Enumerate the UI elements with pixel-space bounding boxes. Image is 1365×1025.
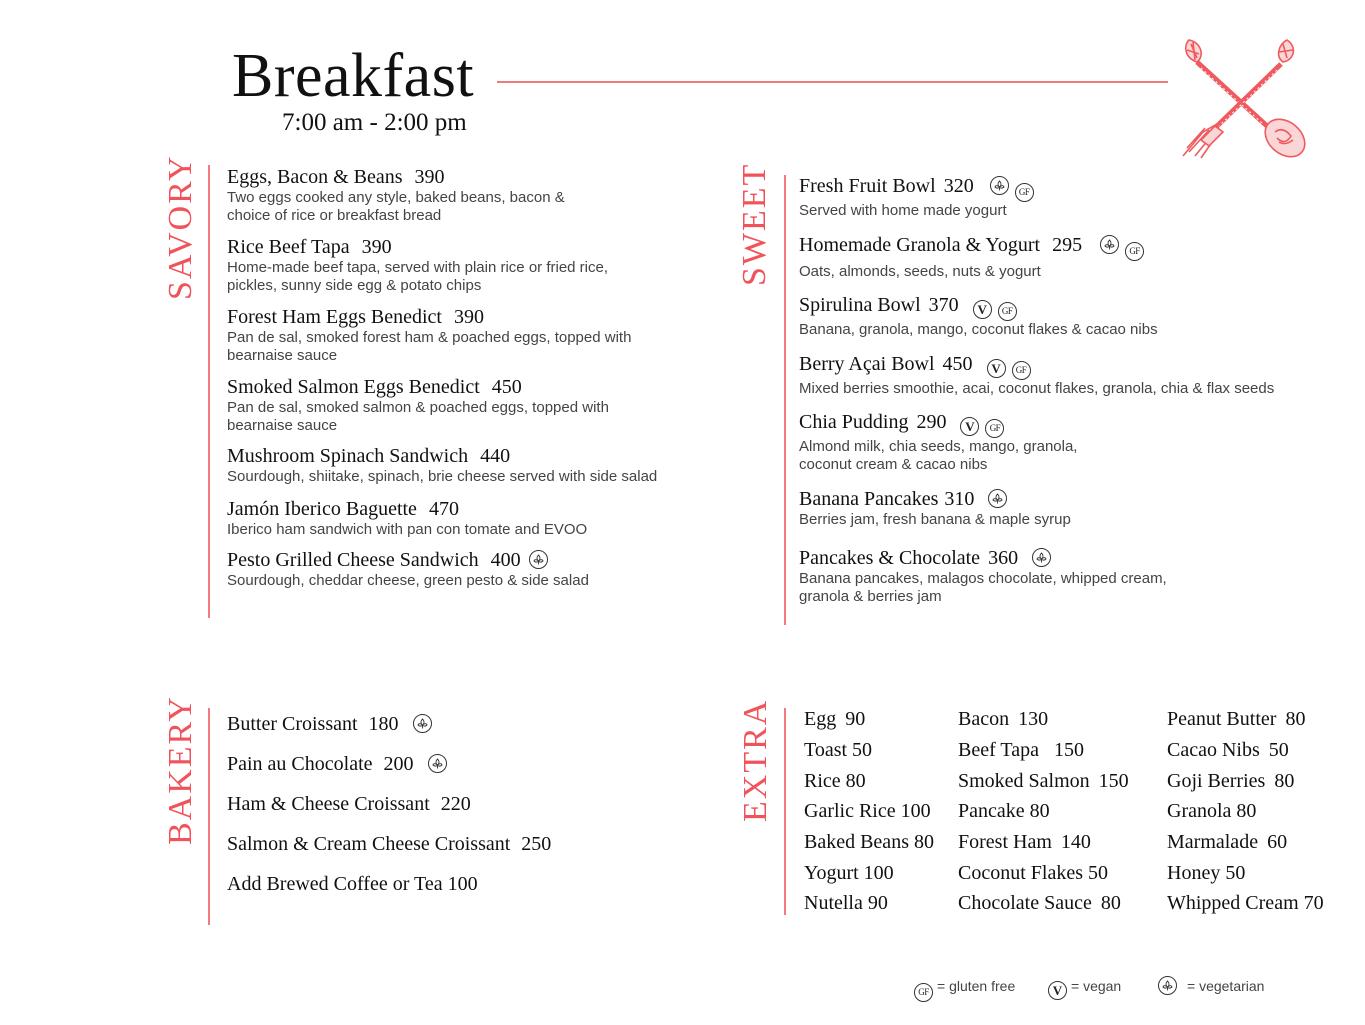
menu-item	[227, 792, 471, 816]
item-price: 450	[491, 376, 522, 398]
item-name: Butter Croissant	[227, 713, 358, 735]
extra-price: 90	[867, 892, 888, 914]
extra-item	[1167, 799, 1256, 823]
item-price: 450	[942, 353, 973, 375]
item-name: Rice Beef Tapa	[227, 236, 350, 258]
vegan-icon: V	[960, 417, 979, 436]
gluten-free-icon: GF	[1015, 183, 1034, 202]
extra-name: Coconut Flakes	[958, 862, 1083, 884]
extra-price: 100	[863, 862, 894, 884]
menu-item	[227, 497, 587, 539]
item-price: 220	[440, 793, 471, 815]
menu-item	[799, 293, 1158, 339]
menu-item	[799, 352, 1274, 398]
extra-item	[1167, 861, 1245, 885]
item-name: Eggs, Bacon & Beans	[227, 166, 403, 188]
menu-item	[227, 548, 589, 590]
extra-item	[804, 769, 866, 793]
item-price: 390	[361, 236, 392, 258]
extra-item	[804, 707, 865, 731]
item-price: 100	[447, 873, 478, 895]
extra-name: Garlic Rice	[804, 800, 896, 822]
section-label-bakery: BAKERY	[162, 695, 199, 845]
extra-price: 80	[1236, 800, 1257, 822]
item-name: Pancakes & Chocolate	[799, 547, 981, 569]
extra-item	[958, 707, 1048, 731]
extra-price: 140	[1060, 831, 1091, 853]
item-price: 310	[944, 488, 975, 510]
item-description: coconut cream & cacao nibs	[799, 456, 988, 473]
item-price: 360	[988, 547, 1019, 569]
extra-price: 50	[1268, 739, 1289, 761]
item-price: 250	[521, 833, 552, 855]
extra-divider	[784, 708, 786, 915]
item-description: Mixed berries smoothie, acai, coconut flakes, granola, chia & flax seeds	[799, 380, 1275, 397]
item-description: granola & berries jam	[799, 588, 942, 605]
item-price: 390	[414, 166, 445, 188]
extra-name: Egg	[804, 708, 837, 730]
extra-price: 80	[913, 831, 934, 853]
menu-item	[799, 233, 1144, 281]
extra-name: Honey	[1167, 862, 1221, 884]
vegetarian-icon	[990, 176, 1009, 195]
sweet-divider	[784, 175, 786, 625]
item-name: Pain au Chocolate	[227, 753, 373, 775]
extra-item	[804, 830, 934, 854]
section-label-savory: SAVORY	[162, 154, 199, 300]
item-description: Almond milk, chia seeds, mango, granola,	[799, 438, 1078, 455]
extra-item	[1167, 707, 1305, 731]
bakery-divider	[208, 708, 210, 925]
item-description: Pan de sal, smoked forest ham & poached eggs, topped with	[227, 329, 632, 346]
vegetarian-icon	[413, 714, 432, 733]
item-price: 180	[368, 713, 399, 735]
extra-name: Nutella	[804, 892, 863, 914]
menu-item	[227, 375, 609, 435]
item-name: Smoked Salmon Eggs Benedict	[227, 376, 480, 398]
item-name: Homemade Granola & Yogurt	[799, 234, 1041, 256]
extra-item	[958, 799, 1050, 823]
extra-price: 90	[845, 708, 866, 730]
item-name: Ham & Cheese Croissant	[227, 793, 430, 815]
extra-price: 60	[1267, 831, 1288, 853]
item-name: Add Brewed Coffee or Tea	[227, 873, 443, 895]
item-name: Fresh Fruit Bowl	[799, 175, 936, 197]
extra-name: Yogurt	[804, 862, 859, 884]
gluten-free-icon: GF	[1125, 242, 1144, 261]
header-divider	[497, 81, 1168, 83]
item-name: Pesto Grilled Cheese Sandwich	[227, 549, 479, 571]
item-price: 400	[490, 549, 521, 571]
crossed-fork-spoon-icon	[1175, 32, 1315, 162]
extra-item	[958, 861, 1108, 885]
vegan-icon: V	[973, 300, 992, 319]
item-name: Banana Pancakes	[799, 488, 939, 510]
extra-price: 150	[1098, 770, 1129, 792]
vegetarian-icon	[1100, 235, 1119, 254]
menu-item	[799, 174, 1034, 220]
vegetarian-icon	[1158, 976, 1177, 995]
extra-price: 50	[1088, 862, 1108, 884]
extra-price: 80	[1274, 770, 1295, 792]
extra-item	[1167, 738, 1289, 762]
item-price: 200	[383, 753, 414, 775]
extra-price: 50	[852, 739, 873, 761]
extra-item	[804, 738, 872, 762]
item-description: Served with home made yogurt	[799, 202, 1007, 219]
extra-name: Chocolate Sauce	[958, 892, 1092, 914]
item-description: Home-made beef tapa, served with plain rice or fried rice,	[227, 259, 609, 276]
menu-item	[799, 487, 1071, 529]
extra-name: Whipped Cream	[1167, 892, 1299, 914]
legend-label: = vegetarian	[1187, 978, 1265, 994]
menu-item	[799, 410, 1077, 474]
menu-item	[227, 235, 608, 295]
item-price: 370	[928, 294, 959, 316]
legend-gluten-free	[914, 976, 1015, 1002]
legend-vegetarian	[1158, 976, 1264, 996]
extra-item	[1167, 891, 1324, 915]
item-name: Spirulina Bowl	[799, 294, 921, 316]
item-description: Two eggs cooked any style, baked beans, bacon &	[227, 189, 565, 206]
section-label-extra: EXTRA	[737, 698, 774, 822]
menu-item	[227, 305, 631, 365]
menu-title: Breakfast	[232, 42, 475, 110]
extra-name: Goji Berries	[1167, 770, 1266, 792]
extra-price: 100	[900, 800, 931, 822]
extra-price: 80	[1029, 800, 1050, 822]
menu-item	[227, 165, 565, 225]
extra-name: Toast	[804, 739, 848, 761]
extra-price: 80	[1285, 708, 1306, 730]
menu-item	[227, 444, 657, 486]
extra-price: 50	[1225, 862, 1246, 884]
extra-price: 70	[1303, 892, 1324, 914]
extra-price: 130	[1018, 708, 1049, 730]
menu-item	[227, 752, 447, 776]
extra-name: Cacao Nibs	[1167, 739, 1260, 761]
extra-price: 150	[1053, 739, 1084, 761]
extra-item	[1167, 830, 1287, 854]
item-description: Berries jam, fresh banana & maple syrup	[799, 511, 1071, 528]
item-name: Chia Pudding	[799, 411, 909, 433]
item-name: Salmon & Cream Cheese Croissant	[227, 833, 511, 855]
gluten-free-icon: GF	[998, 302, 1017, 321]
item-price: 440	[480, 445, 511, 467]
extra-name: Bacon	[958, 708, 1010, 730]
extra-item	[804, 891, 888, 915]
item-description: Oats, almonds, seeds, nuts & yogurt	[799, 263, 1041, 280]
item-price: 295	[1052, 234, 1083, 256]
extra-item	[958, 891, 1121, 915]
menu-item	[227, 832, 551, 856]
legend-label: = vegan	[1071, 978, 1122, 994]
extra-item	[804, 799, 931, 823]
item-description: bearnaise sauce	[227, 417, 338, 434]
extra-name: Marmalade	[1167, 831, 1259, 853]
extra-name: Peanut Butter	[1167, 708, 1277, 730]
extra-name: Granola	[1167, 800, 1232, 822]
vegetarian-icon	[529, 550, 548, 569]
menu-item	[227, 712, 432, 736]
extra-name: Rice	[804, 770, 841, 792]
gluten-free-icon: GF	[985, 419, 1004, 438]
section-label-sweet: SWEET	[736, 162, 773, 286]
item-description: Banana, granola, mango, coconut flakes & cacao nibs	[799, 321, 1158, 338]
item-description: Sourdough, cheddar cheese, green pesto & side salad	[227, 572, 589, 589]
legend-label: = gluten free	[937, 978, 1016, 994]
extra-name: Pancake	[958, 800, 1025, 822]
item-description: pickles, sunny side egg & potato chips	[227, 277, 482, 294]
savory-divider	[208, 165, 210, 618]
menu-item	[227, 872, 478, 896]
gluten-free-icon: GF	[914, 983, 933, 1002]
item-name: Forest Ham Eggs Benedict	[227, 306, 442, 328]
extra-item	[804, 861, 894, 885]
extra-item	[958, 769, 1129, 793]
item-description: Banana pancakes, malagos chocolate, whipped cream,	[799, 570, 1167, 587]
item-price: 470	[428, 498, 459, 520]
item-price: 320	[943, 175, 974, 197]
item-price: 290	[916, 411, 947, 433]
item-description: choice of rice or breakfast bread	[227, 207, 442, 224]
vegetarian-icon	[1032, 548, 1051, 567]
extra-item	[958, 830, 1091, 854]
vegetarian-icon	[428, 754, 447, 773]
item-description: Iberico ham sandwich with pan con tomate and EVOO	[227, 521, 588, 538]
item-description: Sourdough, shiitake, spinach, brie cheese served with side salad	[227, 468, 658, 485]
item-name: Mushroom Spinach Sandwich	[227, 445, 469, 467]
gluten-free-icon: GF	[1012, 361, 1031, 380]
item-name: Jamón Iberico Baguette	[227, 498, 417, 520]
extra-item	[958, 738, 1084, 762]
extra-name: Beef Tapa	[958, 739, 1039, 761]
item-description: Pan de sal, smoked salmon & poached eggs, topped with	[227, 399, 609, 416]
extra-name: Forest Ham	[958, 831, 1052, 853]
service-hours: 7:00 am - 2:00 pm	[282, 109, 467, 136]
vegan-icon: V	[1048, 981, 1067, 1000]
extra-name: Smoked Salmon	[958, 770, 1090, 792]
legend-vegan	[1048, 976, 1121, 1000]
extra-price: 80	[1100, 892, 1121, 914]
vegetarian-icon	[988, 489, 1007, 508]
item-name: Berry Açai Bowl	[799, 353, 935, 375]
item-price: 390	[453, 306, 484, 328]
vegan-icon: V	[987, 359, 1006, 378]
extra-price: 80	[845, 770, 866, 792]
extra-name: Baked Beans	[804, 831, 909, 853]
menu-item	[799, 546, 1167, 606]
extra-item	[1167, 769, 1294, 793]
item-description: bearnaise sauce	[227, 347, 338, 364]
